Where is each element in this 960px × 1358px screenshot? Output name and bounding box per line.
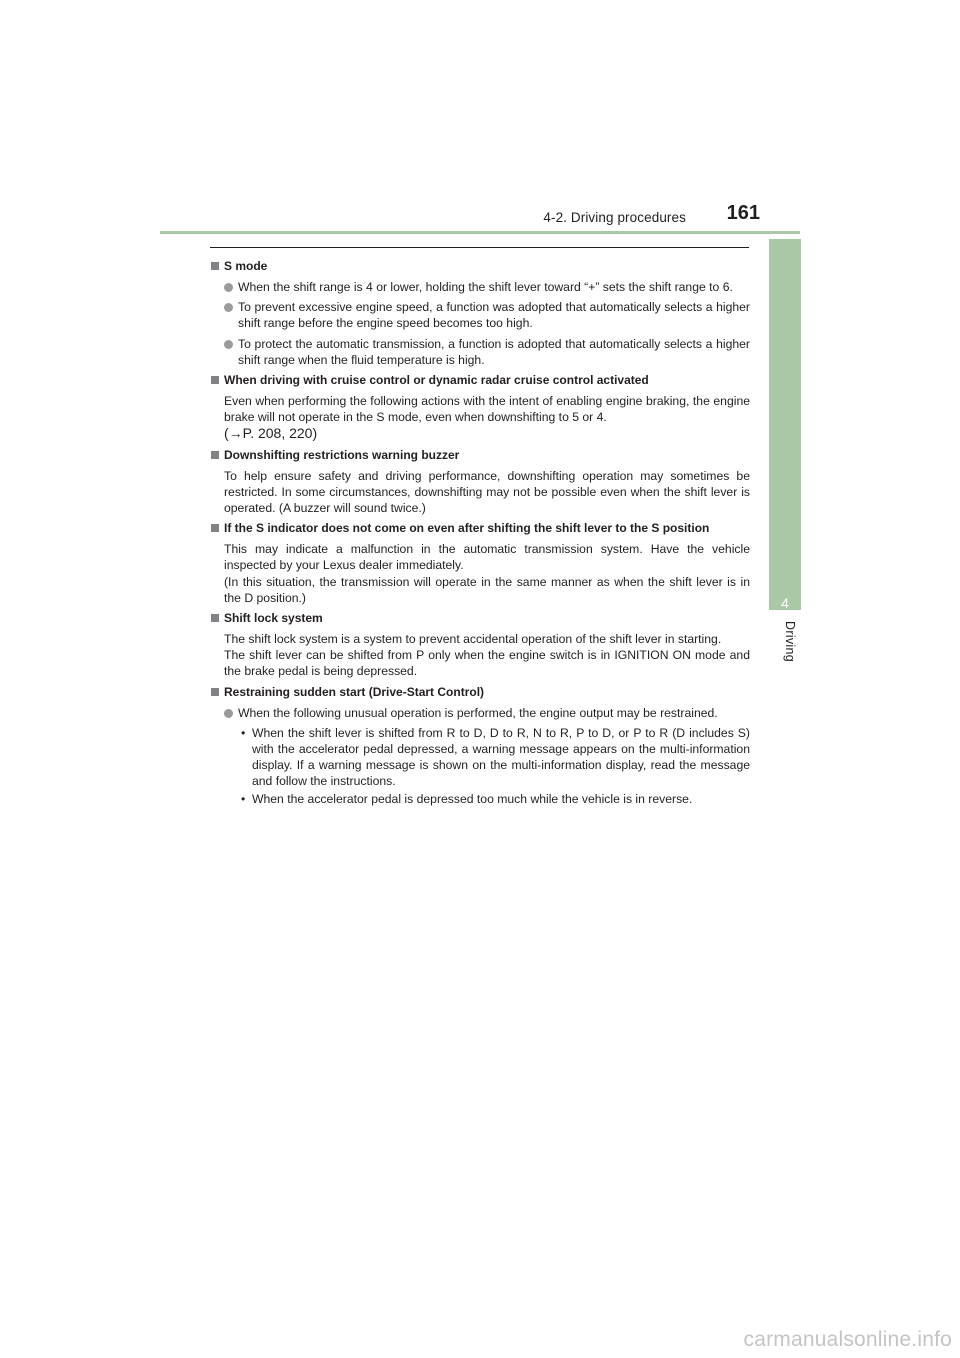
heading-text: S mode: [224, 259, 268, 273]
page-content: [210, 258, 750, 811]
content-divider: [210, 247, 749, 248]
square-bullet-icon: [211, 376, 219, 384]
chapter-number: 4: [781, 595, 789, 611]
watermark: carmanualsonline.info: [743, 1328, 952, 1351]
list-item: [210, 279, 750, 295]
paragraph: To help ensure safety and driving performance, downshifting operation may sometimes be restricted. In some circumstances, downshifting may not be possible even when the shift lever is operated. (A buzzer will sound twice.): [224, 468, 750, 516]
heading-text: If the S indicator does not come on even after shifting the shift lever to the S position: [224, 521, 710, 536]
square-bullet-icon: [211, 262, 219, 270]
section-heading: [210, 447, 750, 464]
paragraph-text: (In this situation, the transmission will operate in the same manner as when the shift lever is in the D position.): [224, 574, 750, 605]
heading-text: Restraining sudden start (Drive-Start Control): [224, 684, 485, 699]
heading-text: Downshifting restrictions warning buzzer: [224, 447, 460, 462]
circle-bullet-icon: [224, 340, 233, 349]
section-shift-lock: [210, 610, 750, 680]
square-bullet-icon: [211, 524, 219, 532]
circle-bullet-icon: [224, 283, 233, 292]
section-heading: [210, 520, 750, 537]
section-title: 4-2. Driving procedures: [543, 210, 686, 225]
circle-bullet-icon: [224, 303, 233, 312]
section-drive-start-control: [210, 684, 750, 807]
square-bullet-icon: [211, 688, 219, 696]
dot-bullet-icon: •: [241, 725, 246, 740]
square-bullet-icon: [211, 614, 219, 622]
page-header: [160, 200, 800, 234]
list-item: [210, 705, 750, 721]
section-s-indicator: [210, 520, 750, 606]
section-heading: [210, 372, 750, 389]
section-cruise-control: [210, 372, 750, 443]
page-number: 161: [726, 202, 760, 224]
paragraph: [210, 541, 750, 606]
sub-list-item: [210, 725, 750, 790]
page-reference: (→P. 208, 220): [224, 425, 318, 442]
section-heading: [210, 684, 750, 701]
list-item-text: When the following unusual operation is performed, the engine output may be restrained.: [238, 705, 718, 720]
paragraph-text: The shift lock system is a system to prevent accidental operation of the shift lever in starting.: [224, 632, 722, 647]
chapter-tab: [769, 239, 801, 610]
paragraph-text: The shift lever can be shifted from P only when the engine switch is in IGNITION ON mode and the brake pedal is being depressed.: [224, 648, 750, 679]
list-item: [210, 336, 750, 368]
heading-text: When driving with cruise control or dynamic radar cruise control activated: [224, 373, 649, 388]
heading-text: Shift lock system: [224, 611, 323, 626]
section-heading: [210, 258, 750, 275]
sub-list-item-text: When the accelerator pedal is depressed too much while the vehicle is in reverse.: [252, 791, 693, 806]
list-item-text: When the shift range is 4 or lower, holding the shift lever toward “+” sets the shift range to 6.: [238, 280, 733, 294]
paragraph: [210, 393, 750, 443]
list-item: [210, 299, 750, 331]
list-item-text: To prevent excessive engine speed, a function was adopted that automatically selects a higher shift range before the engine speed becomes too high.: [238, 300, 750, 331]
section-s-mode: [210, 258, 750, 368]
section-warning-buzzer: [210, 447, 750, 517]
list-item-text: To protect the automatic transmission, a function is adopted that automatically selects a higher shift range when the fluid temperature is high.: [238, 336, 750, 367]
header-divider: [160, 231, 800, 234]
paragraph: [210, 631, 750, 680]
chapter-label: Driving: [783, 621, 797, 662]
section-heading: [210, 610, 750, 627]
square-bullet-icon: [211, 451, 219, 459]
paragraph-text: Even when performing the following actions with the intent of enabling engine braking, the engine brake will not operate in the S mode, even when downshifting to 5 or 4.: [224, 394, 750, 425]
dot-bullet-icon: •: [241, 791, 246, 806]
circle-bullet-icon: [224, 709, 233, 718]
sub-list-item: [210, 791, 750, 807]
paragraph-text: This may indicate a malfunction in the automatic transmission system. Have the vehicle inspected by your Lexus dealer immediately.: [224, 542, 750, 573]
sub-list-item-text: When the shift lever is shifted from R to D, D to R, N to R, P to D, or P to R (D includes S) with the accelerator pedal depressed, a warning message appears on the multi-information display. If a warning message is shown on the multi-information display, read the message and follow the instructions.: [252, 725, 750, 789]
